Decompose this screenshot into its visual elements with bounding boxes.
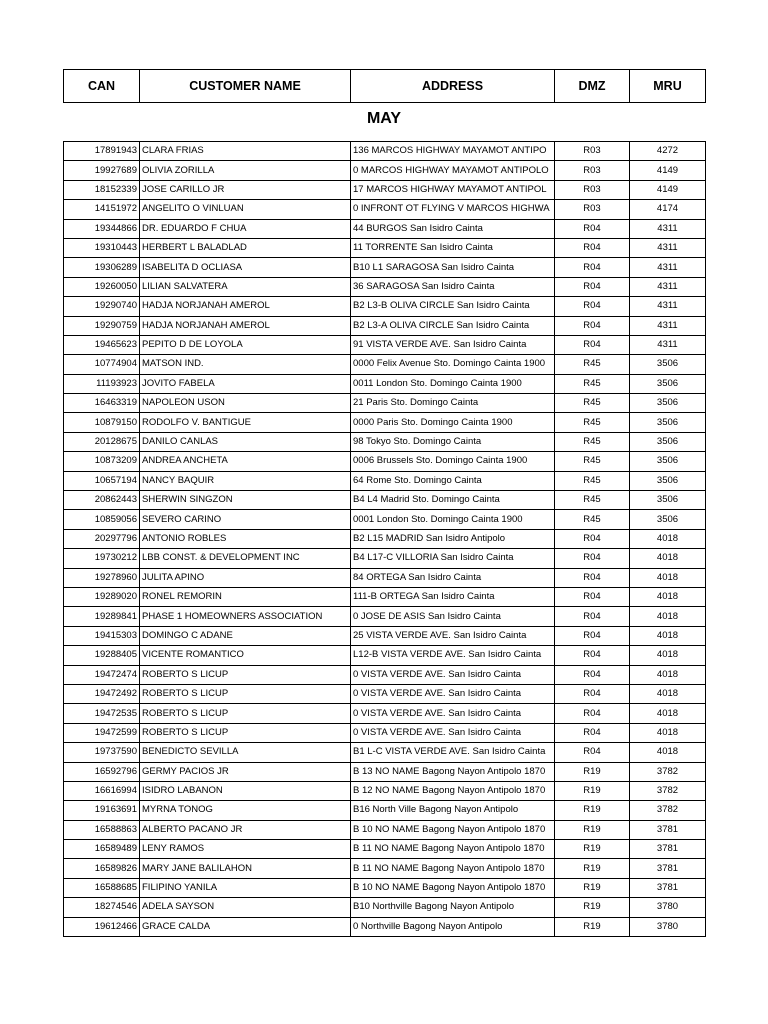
cell-dmz: R45	[555, 452, 630, 471]
cell-can: 19344866	[64, 219, 140, 238]
cell-can: 19415303	[64, 626, 140, 645]
cell-customer-name: PEPITO D DE LOYOLA	[140, 335, 351, 354]
cell-address: B 11 NO NAME Bagong Nayon Antipolo 1870	[351, 859, 555, 878]
table-row	[64, 277, 706, 296]
cell-address: 17 MARCOS HIGHWAY MAYAMOT ANTIPOL	[351, 180, 555, 199]
header-address: ADDRESS	[351, 70, 555, 103]
table-row	[64, 859, 706, 878]
cell-dmz: R03	[555, 180, 630, 199]
table-row	[64, 297, 706, 316]
table-row	[64, 898, 706, 917]
cell-customer-name: VICENTE ROMANTICO	[140, 646, 351, 665]
cell-mru: 3781	[630, 840, 706, 859]
cell-mru: 3506	[630, 491, 706, 510]
cell-mru: 4311	[630, 277, 706, 296]
cell-can: 19163691	[64, 801, 140, 820]
cell-can: 19290740	[64, 297, 140, 316]
cell-address: B10 L1 SARAGOSA San Isidro Cainta	[351, 258, 555, 277]
cell-address: B4 L4 Madrid Sto. Domingo Cainta	[351, 491, 555, 510]
cell-customer-name: JULITA APINO	[140, 568, 351, 587]
cell-can: 19472474	[64, 665, 140, 684]
cell-mru: 3506	[630, 432, 706, 451]
header-can: CAN	[64, 70, 140, 103]
cell-address: 98 Tokyo Sto. Domingo Cainta	[351, 432, 555, 451]
header-row	[64, 70, 706, 103]
cell-dmz: R19	[555, 859, 630, 878]
cell-dmz: R19	[555, 898, 630, 917]
cell-can: 19290759	[64, 316, 140, 335]
table-row	[64, 452, 706, 471]
table-row	[64, 316, 706, 335]
table-row	[64, 646, 706, 665]
header-mru: MRU	[630, 70, 706, 103]
cell-address: 91 VISTA VERDE AVE. San Isidro Cainta	[351, 335, 555, 354]
cell-mru: 3782	[630, 781, 706, 800]
cell-dmz: R04	[555, 529, 630, 548]
table-row	[64, 142, 706, 161]
cell-dmz: R04	[555, 626, 630, 645]
cell-address: B2 L15 MADRID San Isidro Antipolo	[351, 529, 555, 548]
table-row	[64, 258, 706, 277]
cell-can: 10657194	[64, 471, 140, 490]
cell-mru: 4018	[630, 549, 706, 568]
cell-address: B10 Northville Bagong Nayon Antipolo	[351, 898, 555, 917]
cell-can: 10873209	[64, 452, 140, 471]
cell-dmz: R45	[555, 510, 630, 529]
table-row	[64, 840, 706, 859]
cell-dmz: R19	[555, 820, 630, 839]
cell-customer-name: HERBERT L BALADLAD	[140, 238, 351, 257]
cell-mru: 4018	[630, 684, 706, 703]
cell-address: B2 L3-B OLIVA CIRCLE San Isidro Cainta	[351, 297, 555, 316]
cell-address: B1 L-C VISTA VERDE AVE. San Isidro Cainta	[351, 743, 555, 762]
cell-customer-name: ROBERTO S LICUP	[140, 704, 351, 723]
cell-customer-name: JOVITO FABELA	[140, 374, 351, 393]
cell-dmz: R04	[555, 297, 630, 316]
cell-customer-name: ANDREA ANCHETA	[140, 452, 351, 471]
cell-address: 136 MARCOS HIGHWAY MAYAMOT ANTIPO	[351, 142, 555, 161]
cell-mru: 3506	[630, 471, 706, 490]
cell-dmz: R45	[555, 471, 630, 490]
cell-customer-name: MATSON IND.	[140, 355, 351, 374]
table-row	[64, 626, 706, 645]
cell-address: 25 VISTA VERDE AVE. San Isidro Cainta	[351, 626, 555, 645]
cell-mru: 4018	[630, 743, 706, 762]
cell-address: B 13 NO NAME Bagong Nayon Antipolo 1870	[351, 762, 555, 781]
cell-customer-name: RONEL REMORIN	[140, 587, 351, 606]
cell-can: 16588685	[64, 878, 140, 897]
customer-table	[63, 141, 706, 937]
table-row	[64, 568, 706, 587]
cell-dmz: R04	[555, 316, 630, 335]
cell-dmz: R19	[555, 762, 630, 781]
cell-dmz: R45	[555, 491, 630, 510]
cell-customer-name: ANTONIO ROBLES	[140, 529, 351, 548]
cell-address: 64 Rome Sto. Domingo Cainta	[351, 471, 555, 490]
cell-address: 0001 London Sto. Domingo Cainta 1900	[351, 510, 555, 529]
cell-mru: 3781	[630, 859, 706, 878]
cell-mru: 4311	[630, 238, 706, 257]
table-row	[64, 820, 706, 839]
table-row	[64, 238, 706, 257]
column-header-table	[63, 69, 706, 103]
cell-can: 19730212	[64, 549, 140, 568]
cell-dmz: R45	[555, 355, 630, 374]
cell-can: 16463319	[64, 394, 140, 413]
table-row	[64, 491, 706, 510]
cell-can: 19260050	[64, 277, 140, 296]
cell-address: 44 BURGOS San Isidro Cainta	[351, 219, 555, 238]
cell-customer-name: NANCY BAQUIR	[140, 471, 351, 490]
cell-customer-name: MYRNA TONOG	[140, 801, 351, 820]
cell-mru: 4018	[630, 704, 706, 723]
cell-customer-name: ADELA SAYSON	[140, 898, 351, 917]
cell-dmz: R04	[555, 258, 630, 277]
cell-dmz: R04	[555, 607, 630, 626]
table-row	[64, 743, 706, 762]
cell-dmz: R04	[555, 665, 630, 684]
cell-dmz: R03	[555, 200, 630, 219]
cell-can: 19472535	[64, 704, 140, 723]
cell-customer-name: LILIAN SALVATERA	[140, 277, 351, 296]
header-dmz: DMZ	[555, 70, 630, 103]
cell-can: 20862443	[64, 491, 140, 510]
cell-mru: 4311	[630, 335, 706, 354]
table-row	[64, 878, 706, 897]
cell-address: 21 Paris Sto. Domingo Cainta	[351, 394, 555, 413]
table-row	[64, 374, 706, 393]
cell-mru: 3506	[630, 374, 706, 393]
table-row	[64, 704, 706, 723]
table-row	[64, 801, 706, 820]
cell-customer-name: SHERWIN SINGZON	[140, 491, 351, 510]
cell-address: 11 TORRENTE San Isidro Cainta	[351, 238, 555, 257]
cell-dmz: R03	[555, 161, 630, 180]
table-row	[64, 781, 706, 800]
cell-mru: 4018	[630, 587, 706, 606]
table-row	[64, 549, 706, 568]
cell-customer-name: ROBERTO S LICUP	[140, 665, 351, 684]
cell-can: 20297796	[64, 529, 140, 548]
cell-customer-name: ROBERTO S LICUP	[140, 723, 351, 742]
cell-can: 16589826	[64, 859, 140, 878]
cell-mru: 3781	[630, 878, 706, 897]
cell-mru: 4272	[630, 142, 706, 161]
table-row	[64, 917, 706, 936]
cell-address: B 12 NO NAME Bagong Nayon Antipolo 1870	[351, 781, 555, 800]
cell-can: 18274546	[64, 898, 140, 917]
cell-customer-name: GRACE CALDA	[140, 917, 351, 936]
cell-customer-name: PHASE 1 HOMEOWNERS ASSOCIATION	[140, 607, 351, 626]
cell-mru: 3506	[630, 413, 706, 432]
cell-mru: 4149	[630, 180, 706, 199]
cell-mru: 3506	[630, 394, 706, 413]
cell-customer-name: HADJA NORJANAH AMEROL	[140, 316, 351, 335]
cell-customer-name: MARY JANE BALILAHON	[140, 859, 351, 878]
cell-dmz: R03	[555, 142, 630, 161]
table-row	[64, 607, 706, 626]
table-row	[64, 684, 706, 703]
cell-mru: 3782	[630, 801, 706, 820]
cell-can: 19472599	[64, 723, 140, 742]
table-row	[64, 432, 706, 451]
cell-mru: 3780	[630, 898, 706, 917]
cell-customer-name: JOSE CARILLO JR	[140, 180, 351, 199]
table-row	[64, 587, 706, 606]
month-title: MAY	[366, 110, 402, 127]
cell-customer-name: ROBERTO S LICUP	[140, 684, 351, 703]
cell-can: 11193923	[64, 374, 140, 393]
cell-can: 19310443	[64, 238, 140, 257]
cell-can: 17891943	[64, 142, 140, 161]
cell-customer-name: SEVERO CARINO	[140, 510, 351, 529]
cell-dmz: R04	[555, 335, 630, 354]
cell-mru: 3781	[630, 820, 706, 839]
cell-can: 18152339	[64, 180, 140, 199]
cell-can: 19288405	[64, 646, 140, 665]
cell-address: B2 L3-A OLIVA CIRCLE San Isidro Cainta	[351, 316, 555, 335]
cell-can: 16592796	[64, 762, 140, 781]
cell-can: 19289841	[64, 607, 140, 626]
cell-customer-name: ISIDRO LABANON	[140, 781, 351, 800]
cell-can: 16589489	[64, 840, 140, 859]
cell-address: 0 MARCOS HIGHWAY MAYAMOT ANTIPOLO	[351, 161, 555, 180]
cell-address: B4 L17-C VILLORIA San Isidro Cainta	[351, 549, 555, 568]
cell-dmz: R45	[555, 413, 630, 432]
table-row	[64, 180, 706, 199]
table-row	[64, 665, 706, 684]
cell-customer-name: ALBERTO PACANO JR	[140, 820, 351, 839]
cell-can: 14151972	[64, 200, 140, 219]
cell-mru: 4311	[630, 297, 706, 316]
cell-customer-name: HADJA NORJANAH AMEROL	[140, 297, 351, 316]
cell-customer-name: RODOLFO V. BANTIGUE	[140, 413, 351, 432]
cell-address: 0011 London Sto. Domingo Cainta 1900	[351, 374, 555, 393]
cell-address: 84 ORTEGA San Isidro Cainta	[351, 568, 555, 587]
cell-customer-name: GERMY PACIOS JR	[140, 762, 351, 781]
cell-address: 0 VISTA VERDE AVE. San Isidro Cainta	[351, 684, 555, 703]
cell-customer-name: LBB CONST. & DEVELOPMENT INC	[140, 549, 351, 568]
cell-address: 0 VISTA VERDE AVE. San Isidro Cainta	[351, 723, 555, 742]
table-row	[64, 161, 706, 180]
cell-mru: 4018	[630, 665, 706, 684]
cell-address: 0000 Felix Avenue Sto. Domingo Cainta 1900	[351, 355, 555, 374]
table-row	[64, 529, 706, 548]
cell-dmz: R04	[555, 684, 630, 703]
cell-customer-name: DOMINGO C ADANE	[140, 626, 351, 645]
cell-customer-name: DANILO CANLAS	[140, 432, 351, 451]
cell-customer-name: DR. EDUARDO F CHUA	[140, 219, 351, 238]
cell-mru: 4018	[630, 568, 706, 587]
table-row	[64, 471, 706, 490]
cell-dmz: R19	[555, 878, 630, 897]
cell-address: 0 JOSE DE ASIS San Isidro Cainta	[351, 607, 555, 626]
cell-mru: 3506	[630, 510, 706, 529]
cell-dmz: R19	[555, 917, 630, 936]
cell-mru: 3506	[630, 452, 706, 471]
table-row	[64, 355, 706, 374]
table-row	[64, 219, 706, 238]
cell-can: 19278960	[64, 568, 140, 587]
cell-address: 36 SARAGOSA San Isidro Cainta	[351, 277, 555, 296]
cell-mru: 4018	[630, 529, 706, 548]
cell-dmz: R19	[555, 840, 630, 859]
cell-mru: 4018	[630, 646, 706, 665]
cell-can: 20128675	[64, 432, 140, 451]
cell-dmz: R04	[555, 549, 630, 568]
cell-customer-name: ANGELITO O VINLUAN	[140, 200, 351, 219]
cell-dmz: R04	[555, 723, 630, 742]
cell-mru: 4018	[630, 626, 706, 645]
cell-can: 10879150	[64, 413, 140, 432]
customer-table-body	[64, 142, 706, 937]
table-row	[64, 200, 706, 219]
cell-address: 0 VISTA VERDE AVE. San Isidro Cainta	[351, 665, 555, 684]
cell-dmz: R04	[555, 238, 630, 257]
cell-address: L12-B VISTA VERDE AVE. San Isidro Cainta	[351, 646, 555, 665]
cell-can: 19927689	[64, 161, 140, 180]
cell-can: 19737590	[64, 743, 140, 762]
table-row	[64, 762, 706, 781]
cell-can: 10774904	[64, 355, 140, 374]
cell-can: 16616994	[64, 781, 140, 800]
cell-dmz: R45	[555, 394, 630, 413]
table-row	[64, 723, 706, 742]
cell-mru: 4018	[630, 723, 706, 742]
cell-address: B 11 NO NAME Bagong Nayon Antipolo 1870	[351, 840, 555, 859]
cell-address: 0000 Paris Sto. Domingo Cainta 1900	[351, 413, 555, 432]
cell-mru: 4311	[630, 316, 706, 335]
cell-dmz: R45	[555, 374, 630, 393]
cell-customer-name: ISABELITA D OCLIASA	[140, 258, 351, 277]
cell-address: 0 INFRONT OT FLYING V MARCOS HIGHWA	[351, 200, 555, 219]
cell-can: 16588863	[64, 820, 140, 839]
cell-dmz: R19	[555, 781, 630, 800]
cell-address: 0 Northville Bagong Nayon Antipolo	[351, 917, 555, 936]
cell-customer-name: NAPOLEON USON	[140, 394, 351, 413]
cell-dmz: R04	[555, 219, 630, 238]
cell-mru: 3506	[630, 355, 706, 374]
cell-customer-name: FILIPINO YANILA	[140, 878, 351, 897]
cell-mru: 4311	[630, 258, 706, 277]
cell-dmz: R04	[555, 568, 630, 587]
cell-dmz: R04	[555, 277, 630, 296]
cell-mru: 4149	[630, 161, 706, 180]
cell-address: 111-B ORTEGA San Isidro Cainta	[351, 587, 555, 606]
cell-can: 19465623	[64, 335, 140, 354]
cell-dmz: R04	[555, 704, 630, 723]
cell-mru: 4174	[630, 200, 706, 219]
cell-dmz: R04	[555, 646, 630, 665]
cell-customer-name: LENY RAMOS	[140, 840, 351, 859]
cell-mru: 4311	[630, 219, 706, 238]
cell-customer-name: OLIVIA ZORILLA	[140, 161, 351, 180]
cell-address: 0 VISTA VERDE AVE. San Isidro Cainta	[351, 704, 555, 723]
cell-mru: 4018	[630, 607, 706, 626]
cell-dmz: R45	[555, 432, 630, 451]
cell-address: B 10 NO NAME Bagong Nayon Antipolo 1870	[351, 878, 555, 897]
cell-dmz: R19	[555, 801, 630, 820]
cell-address: B16 North Ville Bagong Nayon Antipolo	[351, 801, 555, 820]
cell-mru: 3780	[630, 917, 706, 936]
cell-can: 19289020	[64, 587, 140, 606]
table-row	[64, 394, 706, 413]
cell-can: 19472492	[64, 684, 140, 703]
cell-mru: 3782	[630, 762, 706, 781]
cell-dmz: R04	[555, 743, 630, 762]
table-row	[64, 335, 706, 354]
header-customer-name: CUSTOMER NAME	[140, 70, 351, 103]
cell-dmz: R04	[555, 587, 630, 606]
cell-address: B 10 NO NAME Bagong Nayon Antipolo 1870	[351, 820, 555, 839]
cell-can: 10859056	[64, 510, 140, 529]
cell-can: 19612466	[64, 917, 140, 936]
cell-customer-name: BENEDICTO SEVILLA	[140, 743, 351, 762]
table-row	[64, 510, 706, 529]
cell-address: 0006 Brussels Sto. Domingo Cainta 1900	[351, 452, 555, 471]
cell-can: 19306289	[64, 258, 140, 277]
table-row	[64, 413, 706, 432]
cell-customer-name: CLARA FRIAS	[140, 142, 351, 161]
